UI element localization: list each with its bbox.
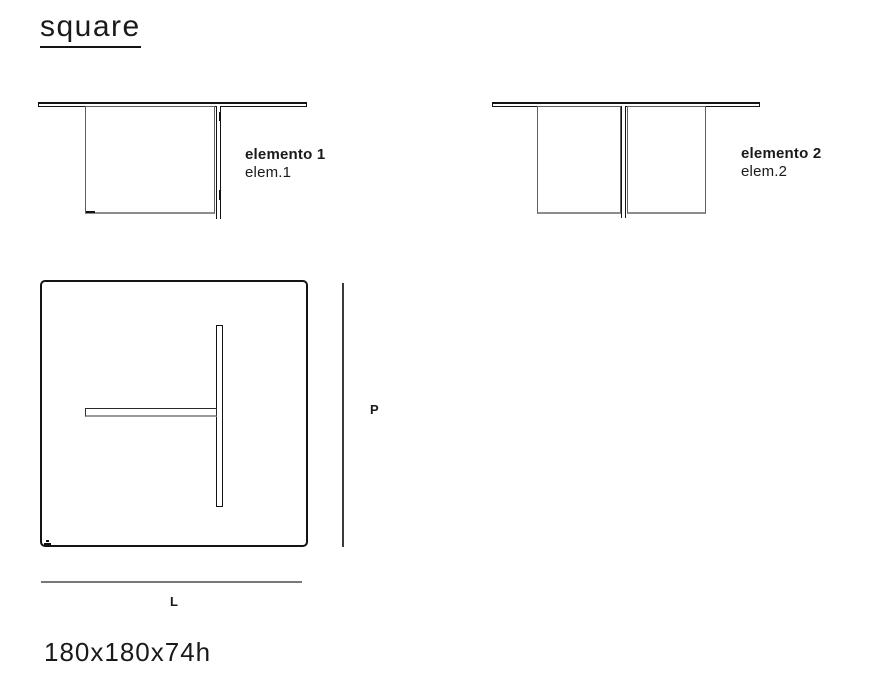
leg-panel-right-side-view-2 <box>627 106 706 214</box>
vertical-leg-panel-plan <box>216 325 223 507</box>
product-dimensions: 180x180x74h <box>44 637 212 667</box>
detail-mark-line <box>44 543 51 545</box>
horizontal-leg-panel-plan <box>85 408 217 417</box>
cross-panel-edge-2 <box>621 106 626 218</box>
page-title-wrap <box>40 12 141 48</box>
tabletop-side-view-2 <box>492 102 760 107</box>
cross-panel-edge-1 <box>216 106 221 219</box>
width-dimension-line <box>41 581 302 583</box>
leg-panel-side-view-1 <box>85 106 215 214</box>
depth-dimension-line <box>342 283 344 547</box>
element-2-name: elemento 2 <box>741 145 822 162</box>
detail-mark-dot <box>46 540 49 542</box>
fitting-mark-bottom <box>219 190 221 200</box>
width-dimension-label: L <box>170 594 178 609</box>
leg-corner-mark <box>86 211 95 213</box>
page-title: square <box>40 12 141 48</box>
element-2-code: elem.2 <box>741 163 788 180</box>
element-1-name: elemento 1 <box>245 146 326 163</box>
element-1-code: elem.1 <box>245 164 292 181</box>
leg-panel-left-side-view-2 <box>537 106 621 214</box>
depth-dimension-label: P <box>370 402 379 417</box>
fitting-mark-top <box>219 112 221 121</box>
